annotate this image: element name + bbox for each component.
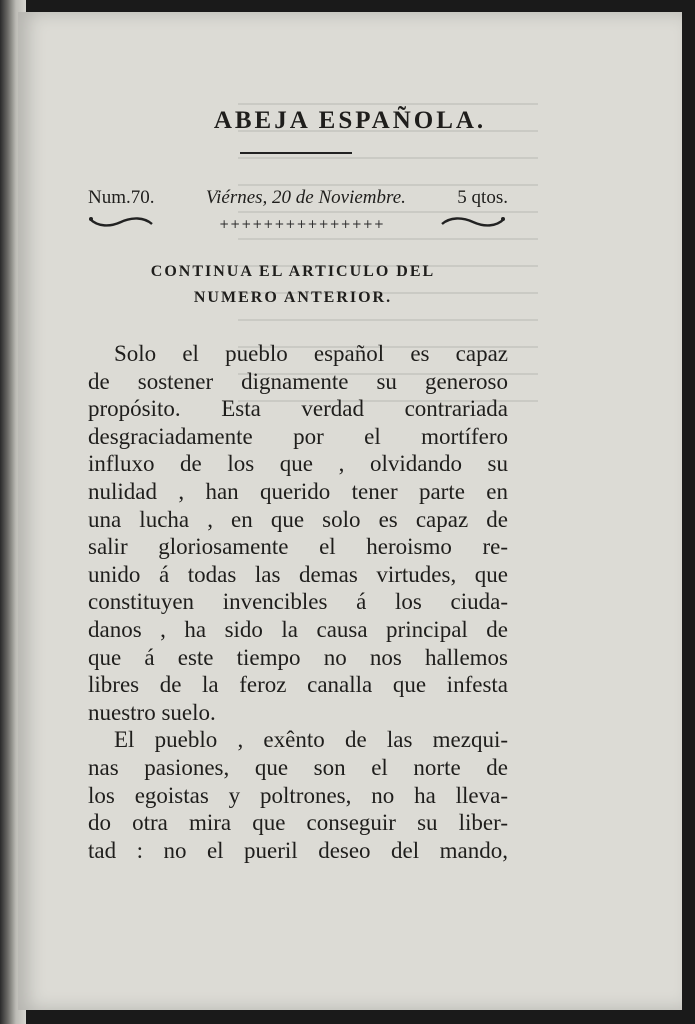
text-line: libres de la feroz canalla que infesta — [88, 672, 508, 698]
section-heading-line: CONTINUA EL ARTICULO DEL — [150, 263, 436, 280]
text-line: El pueblo , exênto de las mezqui- — [114, 727, 508, 753]
section-heading-line: NUMERO ANTERIOR. — [193, 289, 393, 306]
text-line: do otra mira que conseguir su liber- — [88, 810, 508, 836]
text-line: danos , ha sido la causa principal de — [88, 616, 508, 642]
issue-number: Num.70. — [88, 187, 155, 208]
text-line: constituyen invencibles á los ciuda- — [88, 589, 508, 615]
issue-price: 5 qtos. — [457, 187, 508, 208]
issue-line — [88, 187, 508, 209]
text-line: nuestro suelo. — [88, 699, 216, 725]
flourish-right-icon — [440, 215, 506, 229]
text-line: de sostener dignamente su generoso — [88, 368, 508, 394]
text-line: influxo de los que , olvidando su — [88, 451, 508, 477]
flourish-left-icon — [88, 215, 154, 229]
text-line: nas pasiones, que son el norte de — [88, 754, 508, 780]
text-line: los egoistas y poltrones, no ha lleva- — [88, 782, 508, 808]
section-heading — [78, 259, 508, 311]
title-rule — [240, 152, 352, 154]
article-body — [88, 340, 508, 864]
text-line: salir gloriosamente el heroismo re- — [88, 534, 508, 560]
cross-ornament-row: +++++++++++++++ — [219, 217, 385, 231]
issue-date: Viérnes, 20 de Noviembre. — [205, 187, 406, 208]
text-line: Solo el pueblo español es capaz — [114, 341, 508, 366]
text-line: unido á todas las demas virtudes, que — [88, 561, 508, 587]
text-line: nulidad , han querido tener parte en — [88, 478, 508, 504]
text-line: tad : no el pueril deseo del mando, — [88, 837, 508, 863]
book-page — [18, 12, 682, 1010]
text-line: propósito. Esta verdad contrariada — [88, 396, 508, 422]
page-title: ABEJA ESPAÑOLA. — [213, 107, 487, 134]
text-line: una lucha , en que solo es capaz de — [88, 506, 508, 532]
text-line: desgraciadamente por el mortífero — [88, 423, 508, 449]
text-line: que á este tiempo no nos hallemos — [88, 644, 508, 670]
